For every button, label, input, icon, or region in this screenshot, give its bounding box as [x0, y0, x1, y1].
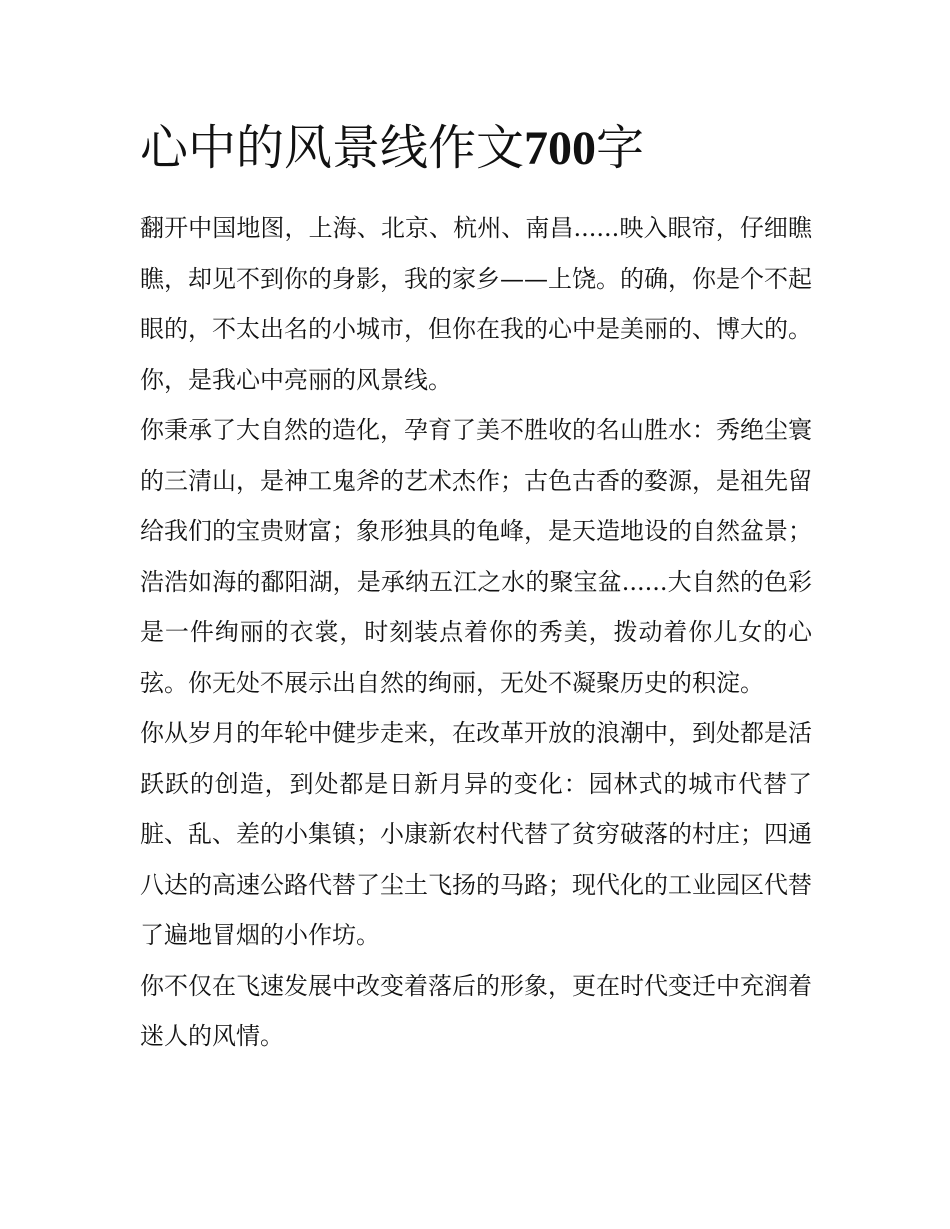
title-number: 700 [524, 122, 597, 175]
paragraph-1: 翻开中国地图，上海、北京、杭州、南昌......映入眼帘，仔细瞧瞧，却见不到你的身影，我的家乡——上饶。的确，你是个不起眼的，不太出名的小城市，但你在我的心中是美丽的、博大的。你，是我心中亮丽的风景线。 [140, 214, 812, 394]
document-page [140, 112, 812, 1062]
paragraph-2: 你秉承了大自然的造化，孕育了美不胜收的名山胜水：秀绝尘寰的三清山，是神工鬼斧的艺术杰作；古色古香的婺源，是祖先留给我们的宝贵财富；象形独具的龟峰，是天造地设的自然盆景；浩浩如海的鄱阳湖，是承纳五江之水的聚宝盆......大自然的色彩是一件绚丽的衣裳，时刻装点着你的秀美，拨动着你儿女的心弦。你无处不展示出自然的绚丽，无处不凝聚历史的积淀。 [140, 416, 812, 697]
paragraph-3: 你从岁月的年轮中健步走来，在改革开放的浪潮中，到处都是活跃跃的创造，到处都是日新月异的变化：园林式的城市代替了脏、乱、差的小集镇；小康新农村代替了贫穷破落的村庄；四通八达的高速公路代替了尘土飞扬的马路；现代化的工业园区代替了遍地冒烟的小作坊。 [140, 719, 812, 949]
title-main: 心中的风景线作文 [140, 120, 525, 176]
document-title [140, 112, 812, 185]
paragraph-4: 你不仅在飞速发展中改变着落后的形象，更在时代变迁中充润着迷人的风情。 [140, 971, 812, 1050]
title-suffix: 字 [596, 120, 645, 176]
